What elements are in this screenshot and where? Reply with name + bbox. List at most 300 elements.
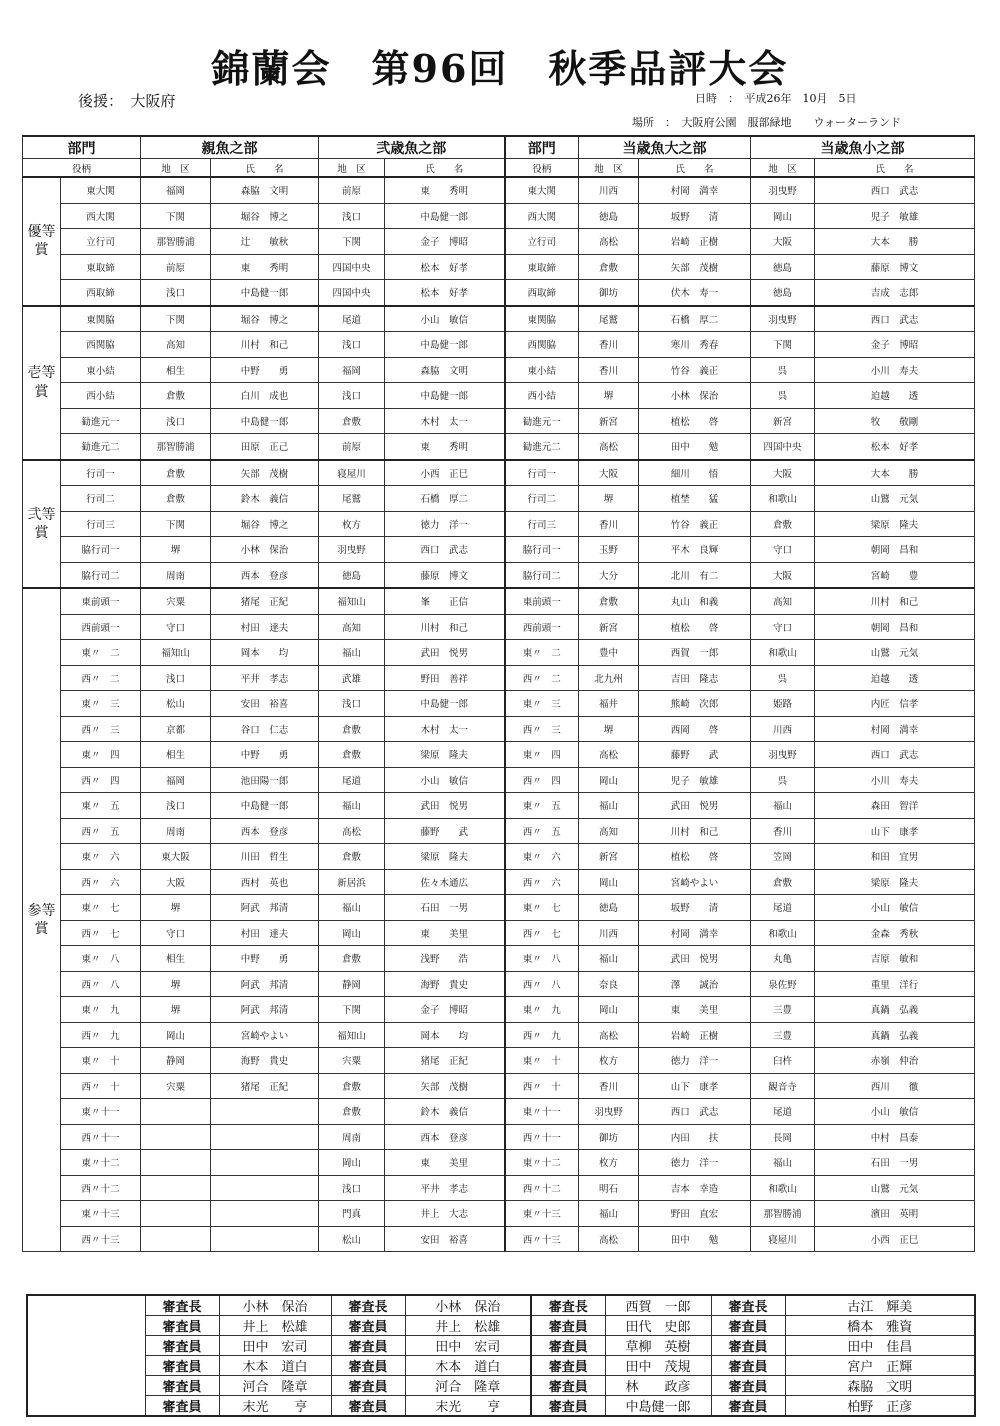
nisai-name: 海野 貴史 xyxy=(385,971,505,997)
oya-area: 京都 xyxy=(141,716,211,742)
oya-name: 森脇 文明 xyxy=(211,177,319,203)
result-row xyxy=(23,1073,975,1099)
shimei-header: 氏 名 xyxy=(815,159,975,178)
rank: 西〃十三 xyxy=(61,1226,141,1252)
dai-name: 北川 有二 xyxy=(639,562,751,588)
judge-name: 田中 宏司 xyxy=(405,1336,531,1356)
sho-name: 梁原 隆夫 xyxy=(815,869,975,895)
nisai-area: 浅口 xyxy=(319,691,385,717)
oya-area: 周南 xyxy=(141,818,211,844)
dai-name: 藤野 武 xyxy=(639,742,751,768)
nisai-area: 尾道 xyxy=(319,306,385,332)
nisai-name: 平井 孝志 xyxy=(385,1175,505,1201)
result-row xyxy=(23,280,975,306)
rank: 東関脇 xyxy=(61,306,141,332)
nisai-name: 東 秀明 xyxy=(385,434,505,460)
nisai-name: 藤野 武 xyxy=(385,818,505,844)
dai-area: 香川 xyxy=(579,332,639,358)
nisai-area: 武雄 xyxy=(319,665,385,691)
judge-name: 小林 保治 xyxy=(219,1295,331,1316)
oya-area: 倉敷 xyxy=(141,460,211,486)
rank-2: 西取締 xyxy=(505,280,579,306)
sponsor-line: 後援： 大阪府 xyxy=(78,92,176,110)
rank-2: 東取締 xyxy=(505,254,579,280)
sho-name: 森田 智洋 xyxy=(815,793,975,819)
nisai-area: 枚方 xyxy=(319,511,385,537)
sho-area: 呉 xyxy=(751,357,815,383)
result-row xyxy=(23,971,975,997)
dai-name: 村岡 満幸 xyxy=(639,920,751,946)
sho-area: 新宮 xyxy=(751,408,815,434)
sho-name: 西口 武志 xyxy=(815,742,975,768)
judge-spacer xyxy=(27,1356,145,1376)
sho-name: 山下 康孝 xyxy=(815,818,975,844)
judge-role: 審査員 xyxy=(531,1356,605,1376)
dai-area: 明石 xyxy=(579,1175,639,1201)
oya-area xyxy=(141,1099,211,1125)
dai-name: 植松 啓 xyxy=(639,844,751,870)
oya-name: 平井 孝志 xyxy=(211,665,319,691)
rank: 西〃 七 xyxy=(61,920,141,946)
sho-name: 赤嶺 仲治 xyxy=(815,1048,975,1074)
rank: 西〃 二 xyxy=(61,665,141,691)
rank: 西〃 九 xyxy=(61,1022,141,1048)
rank-2: 東〃 十 xyxy=(505,1048,579,1074)
judge-name: 末光 亨 xyxy=(405,1396,531,1417)
nisai-name: 森脇 文明 xyxy=(385,357,505,383)
judge-role: 審査員 xyxy=(331,1376,405,1396)
sho-name: 和田 宜男 xyxy=(815,844,975,870)
dai-area: 福山 xyxy=(579,793,639,819)
oya-area: 浅口 xyxy=(141,280,211,306)
judge-role: 審査員 xyxy=(331,1336,405,1356)
sho-area: 和歌山 xyxy=(751,640,815,666)
oya-name: 堀谷 博之 xyxy=(211,511,319,537)
result-row xyxy=(23,306,975,332)
oya-area: 宍粟 xyxy=(141,1073,211,1099)
rank-2: 東〃 六 xyxy=(505,844,579,870)
rank-2: 立行司 xyxy=(505,229,579,255)
result-row xyxy=(23,844,975,870)
rank: 行司一 xyxy=(61,460,141,486)
header-row-2 xyxy=(23,159,975,178)
nisai-name: 浅野 浩 xyxy=(385,946,505,972)
oya-area: 堺 xyxy=(141,895,211,921)
judge-name: 木本 道白 xyxy=(405,1356,531,1376)
sho-name: 梁原 隆夫 xyxy=(815,511,975,537)
dai-area: 尾鷲 xyxy=(579,306,639,332)
judge-row xyxy=(27,1295,975,1316)
rank: 西〃 八 xyxy=(61,971,141,997)
result-row xyxy=(23,588,975,614)
oya-name xyxy=(211,1124,319,1150)
oya-name: 堀谷 博之 xyxy=(211,203,319,229)
sho-name: 中村 昌泰 xyxy=(815,1124,975,1150)
dai-area: 新宮 xyxy=(579,614,639,640)
chiku-header: 地 区 xyxy=(751,159,815,178)
nisai-area: 寝屋川 xyxy=(319,460,385,486)
dai-area: 羽曳野 xyxy=(579,1099,639,1125)
sho-area: 観音寺 xyxy=(751,1073,815,1099)
rank: 東〃 四 xyxy=(61,742,141,768)
judge-spacer xyxy=(27,1336,145,1356)
sho-name: 小山 敏信 xyxy=(815,895,975,921)
dai-area: 倉敷 xyxy=(579,254,639,280)
rank-2: 東〃 三 xyxy=(505,691,579,717)
header-row-1 xyxy=(23,136,975,159)
sho-name: 山鷲 元気 xyxy=(815,486,975,512)
rank-2: 行司一 xyxy=(505,460,579,486)
sho-area: 長岡 xyxy=(751,1124,815,1150)
oya-area xyxy=(141,1175,211,1201)
oya-name: 宮崎やよい xyxy=(211,1022,319,1048)
dai-name: 徳力 洋一 xyxy=(639,1048,751,1074)
sho-area: 大阪 xyxy=(751,562,815,588)
judge-name: 西賀 一郎 xyxy=(605,1295,711,1316)
oya-area: 倉敷 xyxy=(141,486,211,512)
judge-name: 古江 輝美 xyxy=(785,1295,975,1316)
oya-name: 中島健一郎 xyxy=(211,280,319,306)
oya-area: 松山 xyxy=(141,691,211,717)
nisai-name: 石橋 厚二 xyxy=(385,486,505,512)
oya-area: 福知山 xyxy=(141,640,211,666)
rank: 東〃 十 xyxy=(61,1048,141,1074)
dai-name: 宮崎やよい xyxy=(639,869,751,895)
sho-name: 西川 徹 xyxy=(815,1073,975,1099)
rank: 脇行司二 xyxy=(61,562,141,588)
rank: 行司二 xyxy=(61,486,141,512)
result-row xyxy=(23,1201,975,1227)
nisai-name: 川村 和己 xyxy=(385,614,505,640)
oya-name: 安田 裕喜 xyxy=(211,691,319,717)
dai-name: 植埜 猛 xyxy=(639,486,751,512)
sho-area: 笠岡 xyxy=(751,844,815,870)
dai-name: 徳力 洋一 xyxy=(639,1150,751,1176)
oya-area: 倉敷 xyxy=(141,383,211,409)
rank-2: 東〃 五 xyxy=(505,793,579,819)
judge-name: 田代 史郎 xyxy=(605,1316,711,1336)
rank-2: 東〃十一 xyxy=(505,1099,579,1125)
dai-area: 香川 xyxy=(579,1073,639,1099)
nisai-area: 福知山 xyxy=(319,1022,385,1048)
judge-row xyxy=(27,1376,975,1396)
sho-name: 濱田 英明 xyxy=(815,1201,975,1227)
rank-2: 東〃 二 xyxy=(505,640,579,666)
judge-row xyxy=(27,1336,975,1356)
sho-name: 小西 正巳 xyxy=(815,1226,975,1252)
result-row xyxy=(23,691,975,717)
dai-name: 竹谷 義正 xyxy=(639,511,751,537)
sho-name: 大本 勝 xyxy=(815,460,975,486)
dai-area: 岡山 xyxy=(579,997,639,1023)
dai-name: 武田 悦男 xyxy=(639,946,751,972)
sho-name: 真鍋 弘義 xyxy=(815,997,975,1023)
nisai-area: 四国中央 xyxy=(319,254,385,280)
sho-area: 三豊 xyxy=(751,997,815,1023)
sho-name: 迫越 透 xyxy=(815,665,975,691)
dai-name: 平木 良輝 xyxy=(639,537,751,563)
judge-role: 審査員 xyxy=(145,1396,219,1417)
dai-area: 堺 xyxy=(579,383,639,409)
result-row xyxy=(23,229,975,255)
oya-area: 高知 xyxy=(141,332,211,358)
sho-name: 金森 秀秋 xyxy=(815,920,975,946)
result-row xyxy=(23,946,975,972)
nisai-name: 金子 博昭 xyxy=(385,229,505,255)
judge-name: 中島健一郎 xyxy=(605,1396,711,1417)
nisai-name: 野田 善祥 xyxy=(385,665,505,691)
rank: 東〃 七 xyxy=(61,895,141,921)
oya-area: 岡山 xyxy=(141,1022,211,1048)
rank: 西〃十二 xyxy=(61,1175,141,1201)
nisai-area: 浅口 xyxy=(319,203,385,229)
judge-row xyxy=(27,1396,975,1417)
rank-2: 行司三 xyxy=(505,511,579,537)
sho-area: 大阪 xyxy=(751,460,815,486)
nisai-area: 浅口 xyxy=(319,332,385,358)
dai-area: 福山 xyxy=(579,946,639,972)
rank: 西〃 三 xyxy=(61,716,141,742)
rank-2: 西〃十三 xyxy=(505,1226,579,1252)
nisai-name: 石田 一男 xyxy=(385,895,505,921)
result-row xyxy=(23,742,975,768)
dai-name: 寒川 秀春 xyxy=(639,332,751,358)
sho-area: 臼杵 xyxy=(751,1048,815,1074)
sho-area: 丸亀 xyxy=(751,946,815,972)
nisai-area: 尾鷲 xyxy=(319,486,385,512)
oya-name: 海野 貴史 xyxy=(211,1048,319,1074)
nisai-name: 梁原 隆夫 xyxy=(385,742,505,768)
nisai-name: 小西 正巳 xyxy=(385,460,505,486)
oya-name: 西本 登彦 xyxy=(211,562,319,588)
rank: 東〃十一 xyxy=(61,1099,141,1125)
rank-2: 東〃 四 xyxy=(505,742,579,768)
nisai-area: 倉敷 xyxy=(319,1099,385,1125)
result-row xyxy=(23,869,975,895)
dai-name: 吉田 隆志 xyxy=(639,665,751,691)
rank-2: 西〃 九 xyxy=(505,1022,579,1048)
rank-2: 西関脇 xyxy=(505,332,579,358)
sho-name: 迫越 透 xyxy=(815,383,975,409)
dai-area: 高松 xyxy=(579,1022,639,1048)
result-row xyxy=(23,920,975,946)
sho-area: 泉佐野 xyxy=(751,971,815,997)
oya-name: 村田 達夫 xyxy=(211,920,319,946)
nisai-name: 小山 敏信 xyxy=(385,767,505,793)
judge-spacer xyxy=(27,1316,145,1336)
judge-role: 審査員 xyxy=(145,1376,219,1396)
dai-name: 坂野 清 xyxy=(639,895,751,921)
result-row xyxy=(23,640,975,666)
sho-area: 和歌山 xyxy=(751,920,815,946)
dai-name: 山下 康孝 xyxy=(639,1073,751,1099)
tosai-dai-header: 当歳魚大之部 xyxy=(579,136,751,159)
oya-area: 前原 xyxy=(141,254,211,280)
rank-2: 東〃十三 xyxy=(505,1201,579,1227)
oya-name: 谷口 仁志 xyxy=(211,716,319,742)
result-row xyxy=(23,537,975,563)
dai-area: 倉敷 xyxy=(579,588,639,614)
dai-name: 岩崎 正樹 xyxy=(639,229,751,255)
rank: 東〃十二 xyxy=(61,1150,141,1176)
oya-area: 周南 xyxy=(141,562,211,588)
judge-role: 審査員 xyxy=(531,1396,605,1417)
rank: 東取締 xyxy=(61,254,141,280)
result-row xyxy=(23,997,975,1023)
rank-2: 脇行司二 xyxy=(505,562,579,588)
dai-area: 高知 xyxy=(579,818,639,844)
dai-area: 豊中 xyxy=(579,640,639,666)
nisai-area: 倉敷 xyxy=(319,408,385,434)
rank: 立行司 xyxy=(61,229,141,255)
judge-role: 審査員 xyxy=(531,1316,605,1336)
sho-name: 吉成 志郎 xyxy=(815,280,975,306)
judge-spacer xyxy=(27,1396,145,1417)
dai-name: 岩崎 正樹 xyxy=(639,1022,751,1048)
sho-area: 呉 xyxy=(751,767,815,793)
judge-row xyxy=(27,1316,975,1336)
result-row xyxy=(23,1124,975,1150)
nisai-name: 梁原 隆夫 xyxy=(385,844,505,870)
sho-area: 寝屋川 xyxy=(751,1226,815,1252)
dai-area: 堺 xyxy=(579,486,639,512)
sho-name: 吉原 敏和 xyxy=(815,946,975,972)
oya-area xyxy=(141,1201,211,1227)
oya-name: 矢部 茂樹 xyxy=(211,460,319,486)
sho-area: 羽曳野 xyxy=(751,742,815,768)
sho-area: 徳島 xyxy=(751,280,815,306)
judge-name: 森脇 文明 xyxy=(785,1376,975,1396)
sho-area: 香川 xyxy=(751,818,815,844)
rank: 東〃 五 xyxy=(61,793,141,819)
rank: 行司三 xyxy=(61,511,141,537)
nisai-area: 周南 xyxy=(319,1124,385,1150)
sho-area: 呉 xyxy=(751,383,815,409)
nisai-name: 中島健一郎 xyxy=(385,203,505,229)
award-category: 弐等賞 xyxy=(23,460,61,589)
sho-name: 小川 寿夫 xyxy=(815,357,975,383)
oya-area: 宍粟 xyxy=(141,588,211,614)
result-row xyxy=(23,357,975,383)
nisai-name: 松本 好孝 xyxy=(385,280,505,306)
oya-area: 下関 xyxy=(141,203,211,229)
oya-name: 川村 和己 xyxy=(211,332,319,358)
nisai-name: 中島健一郎 xyxy=(385,332,505,358)
dai-area: 御坊 xyxy=(579,1124,639,1150)
oya-name: 阿武 邦清 xyxy=(211,895,319,921)
dai-area: 岡山 xyxy=(579,869,639,895)
dai-name: 野田 直宏 xyxy=(639,1201,751,1227)
nisai-name: 岡本 均 xyxy=(385,1022,505,1048)
oya-name xyxy=(211,1201,319,1227)
oya-area: 下関 xyxy=(141,511,211,537)
result-row xyxy=(23,434,975,460)
chiku-header: 地 区 xyxy=(579,159,639,178)
nisai-area: 松山 xyxy=(319,1226,385,1252)
dai-name: 西賀 一郎 xyxy=(639,640,751,666)
sho-name: 山鷲 元気 xyxy=(815,640,975,666)
nisai-name: 木村 太一 xyxy=(385,408,505,434)
oya-area: 那智勝浦 xyxy=(141,434,211,460)
rank: 西〃 十 xyxy=(61,1073,141,1099)
nisai-area: 下関 xyxy=(319,229,385,255)
nisai-name: 東 秀明 xyxy=(385,177,505,203)
sho-area: 姫路 xyxy=(751,691,815,717)
nisai-area: 福山 xyxy=(319,895,385,921)
oya-area xyxy=(141,1226,211,1252)
oya-area: 相生 xyxy=(141,742,211,768)
result-row xyxy=(23,486,975,512)
judge-name: 小林 保治 xyxy=(405,1295,531,1316)
dai-name: 村岡 満幸 xyxy=(639,177,751,203)
yakugara-header: 役柄 xyxy=(505,159,579,178)
rank: 西〃十一 xyxy=(61,1124,141,1150)
dai-name: 竹谷 義正 xyxy=(639,357,751,383)
judge-name: 宮户 正輝 xyxy=(785,1356,975,1376)
judge-role: 審査員 xyxy=(531,1376,605,1396)
oya-name: 小林 保治 xyxy=(211,537,319,563)
rank-2: 勧進元一 xyxy=(505,408,579,434)
dai-area: 川西 xyxy=(579,920,639,946)
oya-area: 浅口 xyxy=(141,665,211,691)
event-venue: 場所 ： 大阪府公園 服部緑地 ウォーターランド xyxy=(632,116,902,129)
oya-name: 西村 英也 xyxy=(211,869,319,895)
rank-2: 西〃 十 xyxy=(505,1073,579,1099)
result-row xyxy=(23,793,975,819)
nisai-area: 浅口 xyxy=(319,1175,385,1201)
chiku-header: 地 区 xyxy=(141,159,211,178)
rank-2: 脇行司一 xyxy=(505,537,579,563)
nisai-name: 安田 裕喜 xyxy=(385,1226,505,1252)
oya-name: 阿武 邦清 xyxy=(211,971,319,997)
sho-name: 山鷲 元気 xyxy=(815,1175,975,1201)
dai-name: 矢部 茂樹 xyxy=(639,254,751,280)
judge-spacer xyxy=(27,1376,145,1396)
dai-area: 岡山 xyxy=(579,767,639,793)
sho-name: 朝岡 昌和 xyxy=(815,537,975,563)
nisai-area: 福岡 xyxy=(319,357,385,383)
sho-area: 徳島 xyxy=(751,254,815,280)
rank-2: 西〃十一 xyxy=(505,1124,579,1150)
result-row xyxy=(23,332,975,358)
sho-name: 重里 洋行 xyxy=(815,971,975,997)
oya-name: 中島健一郎 xyxy=(211,793,319,819)
rank: 西前頭一 xyxy=(61,614,141,640)
oya-area xyxy=(141,1124,211,1150)
result-row xyxy=(23,818,975,844)
rank-2: 勧進元二 xyxy=(505,434,579,460)
sho-name: 内匠 信孝 xyxy=(815,691,975,717)
judge-name: 柏野 正彦 xyxy=(785,1396,975,1417)
oya-area: 下関 xyxy=(141,306,211,332)
dept-header: 部門 xyxy=(23,136,141,159)
rank-2: 東小結 xyxy=(505,357,579,383)
oya-name: 村田 達夫 xyxy=(211,614,319,640)
dai-area: 香川 xyxy=(579,511,639,537)
judge-role: 審査長 xyxy=(711,1295,785,1316)
judge-name: 橋本 雅資 xyxy=(785,1316,975,1336)
rank: 東大関 xyxy=(61,177,141,203)
sho-area: 守口 xyxy=(751,537,815,563)
oya-area: 堺 xyxy=(141,971,211,997)
nisai-area: 静岡 xyxy=(319,971,385,997)
judge-role: 審査員 xyxy=(331,1356,405,1376)
dai-name: 田中 勉 xyxy=(639,1226,751,1252)
judge-role: 審査員 xyxy=(145,1316,219,1336)
nisai-name: 佐々木通広 xyxy=(385,869,505,895)
oya-name: 中野 勇 xyxy=(211,946,319,972)
dai-area: 川西 xyxy=(579,177,639,203)
